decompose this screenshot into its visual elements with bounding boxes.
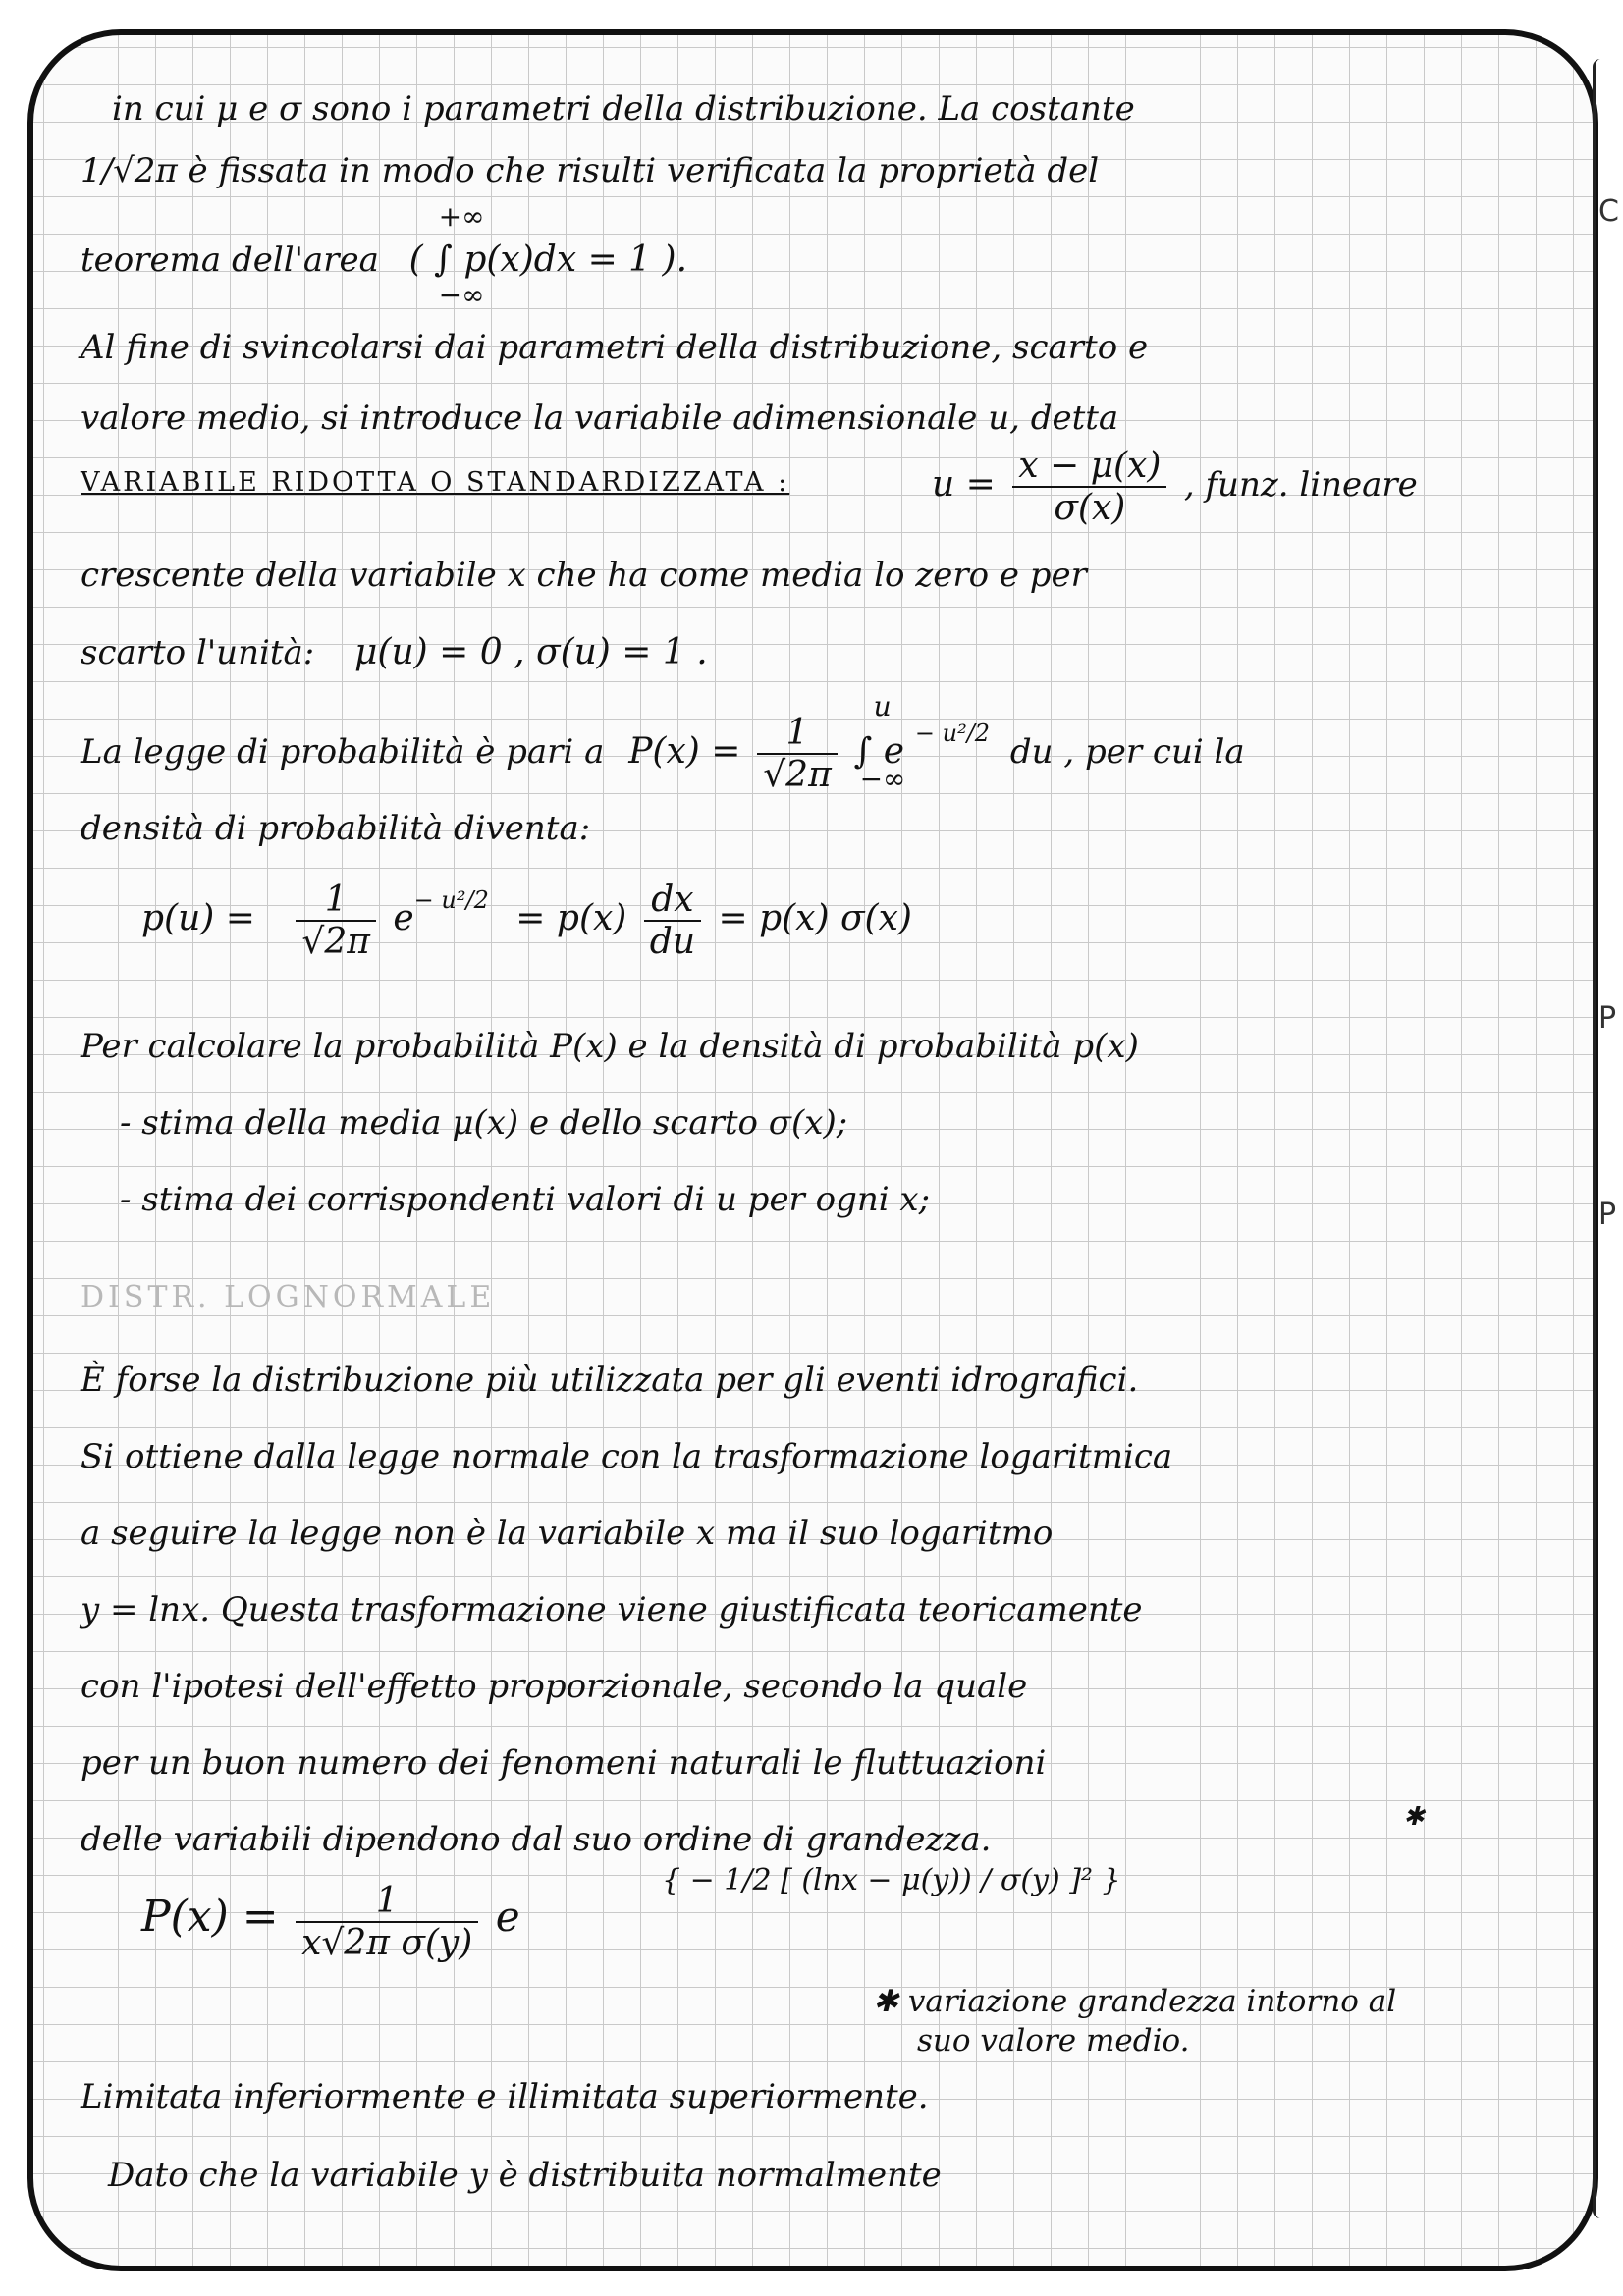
u-def-numerator: x − μ(x) — [1012, 446, 1166, 488]
u-def-tail: , funz. lineare — [1183, 465, 1418, 505]
lognormal-denominator: x√2π σ(y) — [301, 1923, 473, 1963]
side-note-line-2: suo valore medio. — [917, 2023, 1190, 2058]
note-line-15: È forse la distribuzione più utilizzata per gli eventi idrografici. — [81, 1361, 1139, 1400]
note-line-23: Dato che la variabile y è distribuita normalmente — [108, 2156, 942, 2195]
lognormal-numerator: 1 — [296, 1881, 478, 1923]
side-note-line-1: ✱ variazione grandezza intorno al — [873, 1984, 1397, 2019]
lognormal-formula — [141, 1881, 520, 1963]
p-of-u-mid: = p(x) — [515, 898, 627, 938]
note-line-19: con l'ipotesi dell'effetto proporzionale, secondo la quale — [81, 1667, 1028, 1706]
next-page-edge — [1593, 59, 1615, 2218]
note-line-11: Per calcolare la probabilità P(x) e la densità di probabilità p(x) — [81, 1027, 1139, 1066]
note-line-12: - stima della media μ(x) e dello scarto σ(x); — [120, 1103, 848, 1143]
P-of-x-integral-group — [853, 690, 991, 795]
P-of-x-upper-limit: u — [873, 690, 892, 722]
note-line-13: - stima dei corrispondenti valori di u per ogni x; — [120, 1180, 931, 1219]
note-line-22: Limitata inferiormente e illimitata superiormente. — [81, 2077, 929, 2116]
u-definition — [932, 446, 1418, 528]
p-of-u-du: du — [649, 922, 696, 962]
area-theorem-label: teorema dell'area — [81, 240, 379, 280]
star-mark: ✱ — [1403, 1802, 1425, 1832]
p-of-u-tail: = p(x) σ(x) — [718, 898, 912, 938]
p-of-u-formula — [141, 880, 912, 962]
lognormal-heading — [81, 1280, 495, 1314]
lognormal-e: e — [495, 1893, 520, 1941]
lognormal-fraction — [296, 1881, 478, 1963]
note-line-3 — [81, 200, 688, 311]
P-of-x-numerator: 1 — [757, 713, 838, 755]
p-of-u-derivative — [644, 880, 701, 962]
p-of-u-exponent: − u²/2 — [413, 886, 489, 914]
notebook-page — [27, 29, 1598, 2271]
p-of-u-fraction — [296, 880, 376, 962]
P-of-x-exponent: − u²/2 — [914, 720, 991, 747]
lognormal-exponent: { − 1/2 [ (lnx − μ(y)) / σ(y) ]² } — [662, 1863, 1121, 1897]
note-line-18: y = lnx. Questa trasformazione viene giustificata teoricamente — [81, 1590, 1143, 1629]
standardized-variable-heading: VARIABILE RIDOTTA O STANDARDIZZATA : — [81, 467, 790, 498]
u-def-denominator: σ(x) — [1054, 488, 1126, 528]
u-def-lhs: u = — [932, 464, 996, 505]
note-line-9 — [81, 690, 1245, 795]
area-integral: ( ∫ p(x)dx = 1 ). — [408, 240, 688, 280]
note-line-2: 1/√2π è fissata in modo che risulti verificata la proprietà del — [81, 151, 1100, 190]
area-theorem-formula — [408, 200, 688, 311]
area-lower-limit: −∞ — [438, 279, 485, 311]
edge-mark-3: P — [1598, 1198, 1617, 1232]
note-line-7: crescente della variabile x che ha come media lo zero e per — [81, 556, 1087, 595]
note-line-6 — [81, 467, 789, 498]
edge-mark-1: C — [1598, 194, 1619, 229]
P-of-x-denominator: √2π — [763, 755, 832, 795]
note-line-10: densità di probabilità diventa: — [81, 809, 591, 848]
mu-sigma-u: μ(u) = 0 , σ(u) = 1 . — [354, 632, 708, 672]
note-line-1: in cui μ e σ sono i parametri della distribuzione. La costante — [112, 89, 1135, 129]
P-of-x-tail: du , per cui la — [1009, 732, 1245, 772]
P-of-x-fraction — [757, 713, 838, 795]
p-of-u-numerator: 1 — [296, 880, 376, 922]
lognormal-heading-text: DISTR. LOGNORMALE — [81, 1280, 496, 1314]
lognormal-lhs: P(x) = — [141, 1892, 279, 1942]
note-line-16: Si ottiene dalla legge normale con la trasformazione logaritmica — [81, 1437, 1173, 1476]
edge-mark-2: P — [1598, 1001, 1617, 1036]
note-line-4: Al fine di svincolarsi dai parametri della distribuzione, scarto e — [81, 328, 1149, 367]
note-line-20: per un buon numero dei fenomeni naturali le fluttuazioni — [81, 1743, 1047, 1783]
u-def-fraction — [1012, 446, 1166, 528]
handwritten-notes — [33, 35, 1593, 2266]
p-of-u-e: e — [393, 898, 414, 938]
P-of-x-lhs: P(x) = — [628, 731, 741, 772]
note-line-5: valore medio, si introduce la variabile adimensionale u, detta — [81, 399, 1119, 438]
note-line-17: a seguire la legge non è la variabile x ma il suo logaritmo — [81, 1514, 1054, 1553]
probability-law-label: La legge di probabilità è pari a — [81, 732, 605, 772]
p-of-u-denominator: √2π — [301, 922, 370, 962]
p-of-u-lhs: p(u) = — [141, 898, 255, 938]
unit-scarto-label: scarto l'unità: — [81, 633, 315, 672]
P-of-x-lower-limit: −∞ — [859, 763, 906, 795]
P-of-x-integral: ∫ e — [853, 731, 905, 772]
note-line-21: delle variabili dipendono dal suo ordine di grandezza. — [81, 1820, 992, 1859]
note-line-8 — [81, 632, 708, 672]
p-of-u-dx: dx — [644, 880, 701, 922]
area-upper-limit: +∞ — [438, 200, 485, 233]
